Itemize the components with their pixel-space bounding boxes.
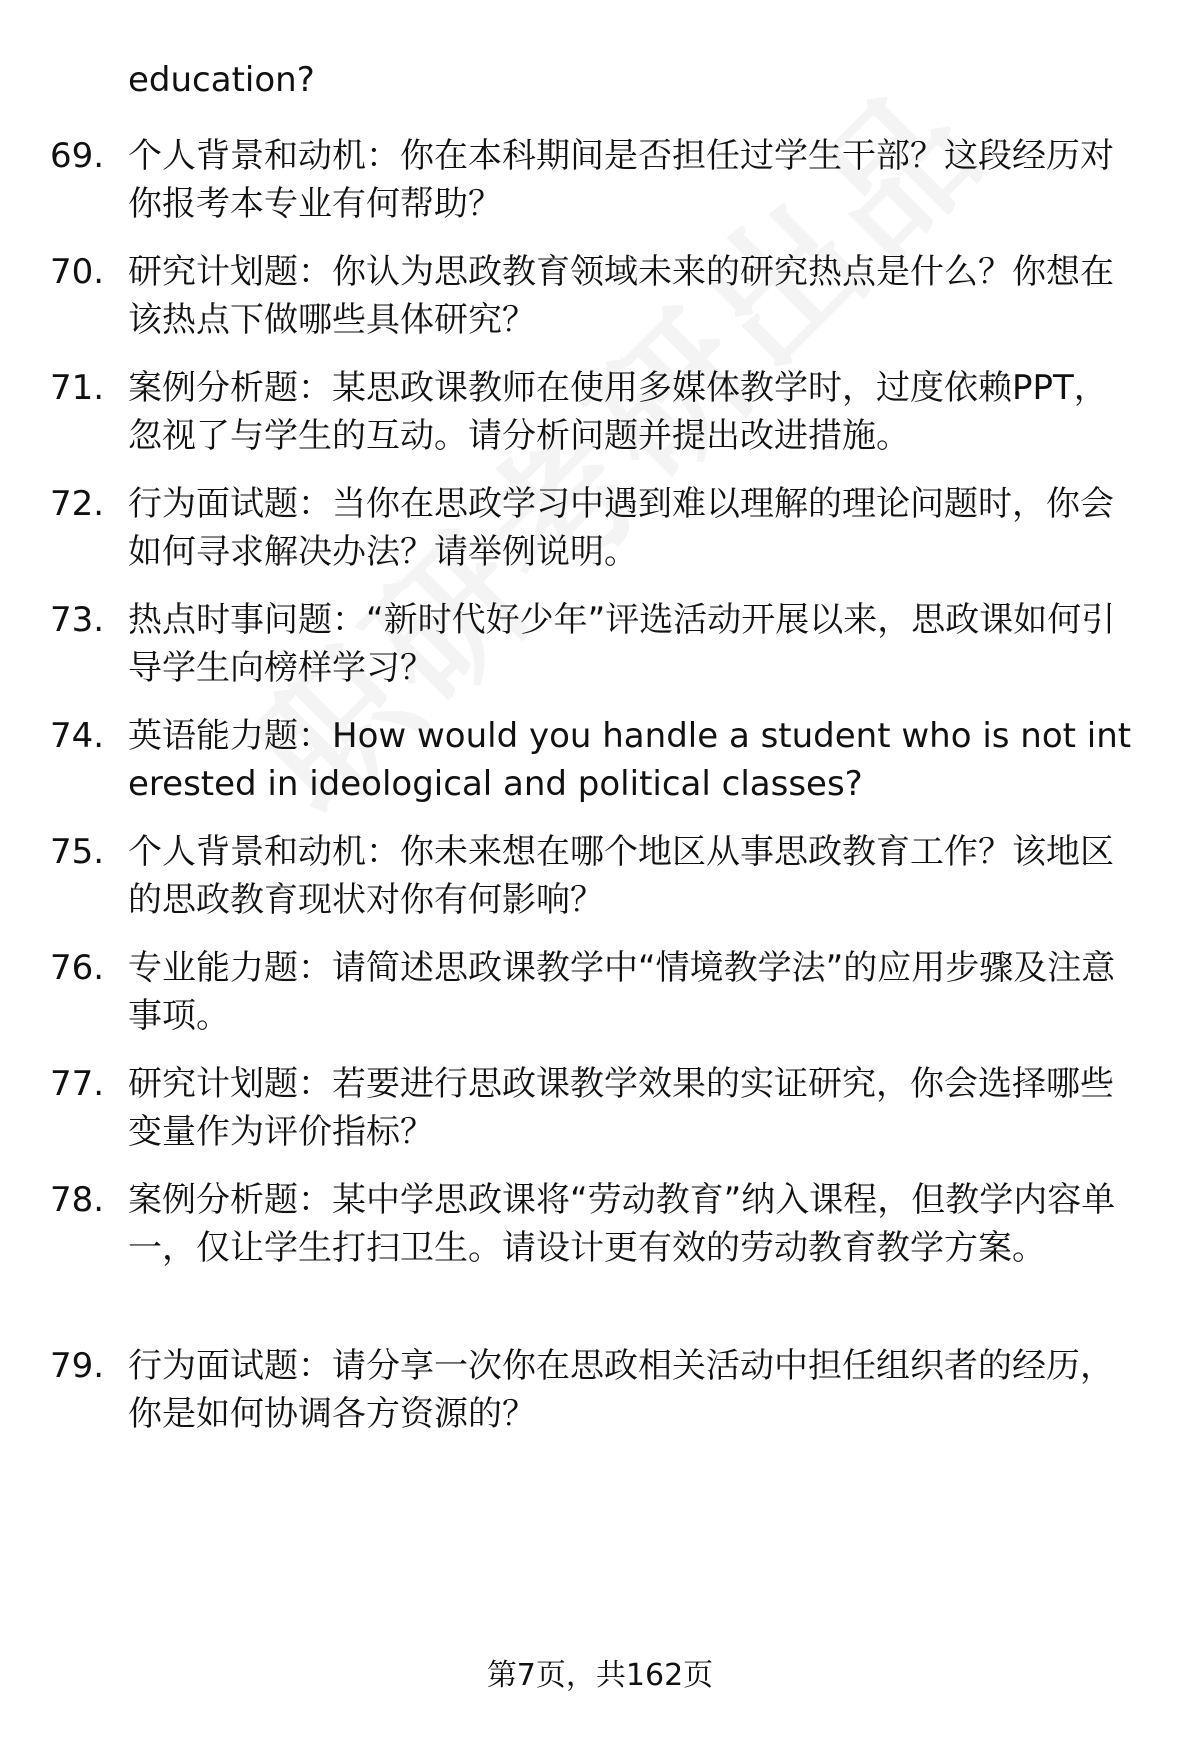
continued-text: education?	[128, 60, 315, 100]
item-number: 78.	[50, 1180, 105, 1220]
item-text: 研究计划题：若要进行思政课教学效果的实证研究，你会选择哪些变量作为评价指标？	[128, 1064, 1114, 1152]
item-text: 专业能力题：请简述思政课教学中“情境教学法”的应用步骤及注意事项。	[128, 948, 1116, 1036]
item-text: 个人背景和动机：你在本科期间是否担任过学生干部？这段经历对你报考本专业有何帮助？	[128, 136, 1114, 224]
item-text: 热点时事问题：“新时代好少年”评选活动开展以来，思政课如何引导学生向榜样学习？	[128, 600, 1116, 688]
item-number: 77.	[50, 1064, 105, 1104]
item-number: 76.	[50, 948, 105, 988]
item-text: 行为面试题：当你在思政学习中遇到难以理解的理论问题时，你会如何寻求解决办法？请举例说明。	[128, 484, 1114, 572]
item-text: 案例分析题：某思政课教师在使用多媒体教学时，过度依赖PPT，忽视了与学生的互动。请分析问题并提出改进措施。	[128, 368, 1108, 456]
item-text: 研究计划题：你认为思政教育领域未来的研究热点是什么？你想在该热点下做哪些具体研究？	[128, 252, 1114, 340]
item-text: 个人背景和动机：你未来想在哪个地区从事思政教育工作？该地区的思政教育现状对你有何影响？	[128, 832, 1114, 920]
item-number: 75.	[50, 832, 105, 872]
item-number: 74.	[50, 716, 105, 756]
item-number: 69.	[50, 136, 105, 176]
item-number: 73.	[50, 600, 105, 640]
item-text: 行为面试题：请分享一次你在思政相关活动中担任组织者的经历，你是如何协调各方资源的？	[128, 1346, 1114, 1434]
item-number: 71.	[50, 368, 105, 408]
page-footer: 第7页，共162页	[486, 1658, 714, 1693]
item-number: 72.	[50, 484, 105, 524]
item-number: 70.	[50, 252, 105, 292]
item-text: 案例分析题：某中学思政课将“劳动教育”纳入课程，但教学内容单一，仅让学生打扫卫生。请设计更有效的劳动教育教学方案。	[128, 1180, 1116, 1268]
item-number: 79.	[50, 1346, 105, 1386]
item-text: 英语能力题：How would you handle a student who is not interested in ideological and political classes?	[128, 716, 1132, 804]
